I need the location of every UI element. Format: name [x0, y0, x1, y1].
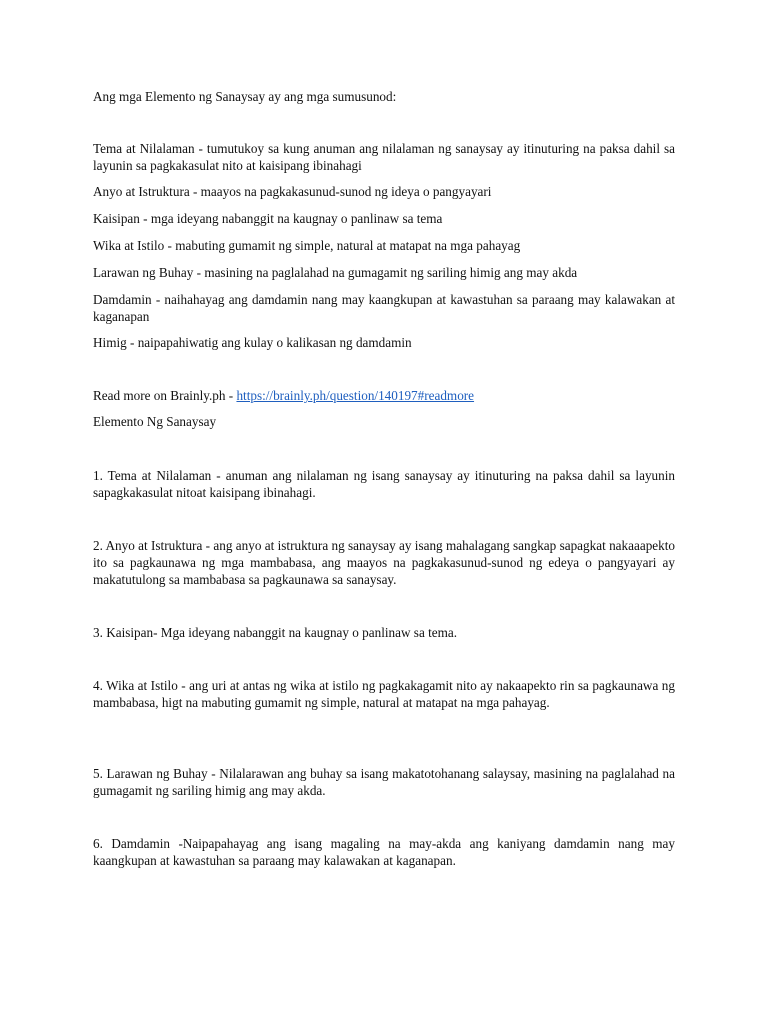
element-kaisipan: Kaisipan - mga ideyang nabanggit na kaugnay o panlinaw sa tema	[93, 211, 443, 226]
element-anyo: Anyo at Istruktura - maayos na pagkakasunud-sunod ng ideya o pangyayari	[93, 184, 492, 199]
numbered-item-1: 1. Tema at Nilalaman - anuman ang nilalaman ng isang sanaysay ay itinuturing na paksa dahil sa layunin sapagkakasulat nitoat kaisipang ibinahagi.	[93, 468, 675, 500]
read-more-prefix: Read more on Brainly.ph -	[93, 388, 237, 403]
numbered-item-6: 6. Damdamin -Naipapahayag ang isang magaling na may-akda ang kaniyang damdamin nang may kaangkupan at kawastuhan sa paraang may kalawakan at kaganapan.	[93, 836, 675, 868]
brainly-link[interactable]: https://brainly.ph/question/140197#readmore	[236, 388, 475, 403]
read-more-line	[93, 387, 675, 404]
numbered-item-2: 2. Anyo at Istruktura - ang anyo at istruktura ng sanaysay ay isang mahalagang sangkap sapagkat nakaaapekto ito sa pagkaunawa ng mga mambabasa, ang maayos na pagkakasunud-sunod ng edeya o pangyayari ay makatutulong sa mambabasa sa pagkaunawa sa sanaysay.	[93, 538, 675, 587]
numbered-item-5: 5. Larawan ng Buhay - Nilalarawan ang buhay sa isang makatotohanang salaysay, masining na paglalahad na gumagamit ng sariling himig ang may akda.	[93, 766, 675, 798]
element-damdamin: Damdamin - naihahayag ang damdamin nang may kaangkupan at kawastuhan sa paraang may kalawakan at kaganapan	[93, 292, 675, 324]
numbered-item-4: 4. Wika at Istilo - ang uri at antas ng wika at istilo ng pagkakagamit nito ay nakaapekto rin sa pagkaunawa ng mambabasa, higt na mabuting gumamit ng simple, natural at matapat na mga pahayag.	[93, 678, 675, 710]
subtitle: Elemento Ng Sanaysay	[93, 414, 217, 429]
intro-text: Ang mga Elemento ng Sanaysay ay ang mga sumusunod:	[93, 89, 397, 104]
element-tema: Tema at Nilalaman - tumutukoy sa kung anuman ang nilalaman ng sanaysay ay itinuturing na paksa dahil sa layunin sa pagkakasulat nito at kaisipang ibinahagi	[93, 141, 675, 173]
element-himig: Himig - naipapahiwatig ang kulay o kalikasan ng damdamin	[93, 335, 412, 350]
numbered-item-3: 3. Kaisipan- Mga ideyang nabanggit na kaugnay o panlinaw sa tema.	[93, 625, 458, 640]
element-larawan: Larawan ng Buhay - masining na paglalahad na gumagamit ng sariling himig ang may akda	[93, 265, 578, 280]
element-wika: Wika at Istilo - mabuting gumamit ng simple, natural at matapat na mga pahayag	[93, 238, 521, 253]
document-page	[93, 0, 675, 1024]
